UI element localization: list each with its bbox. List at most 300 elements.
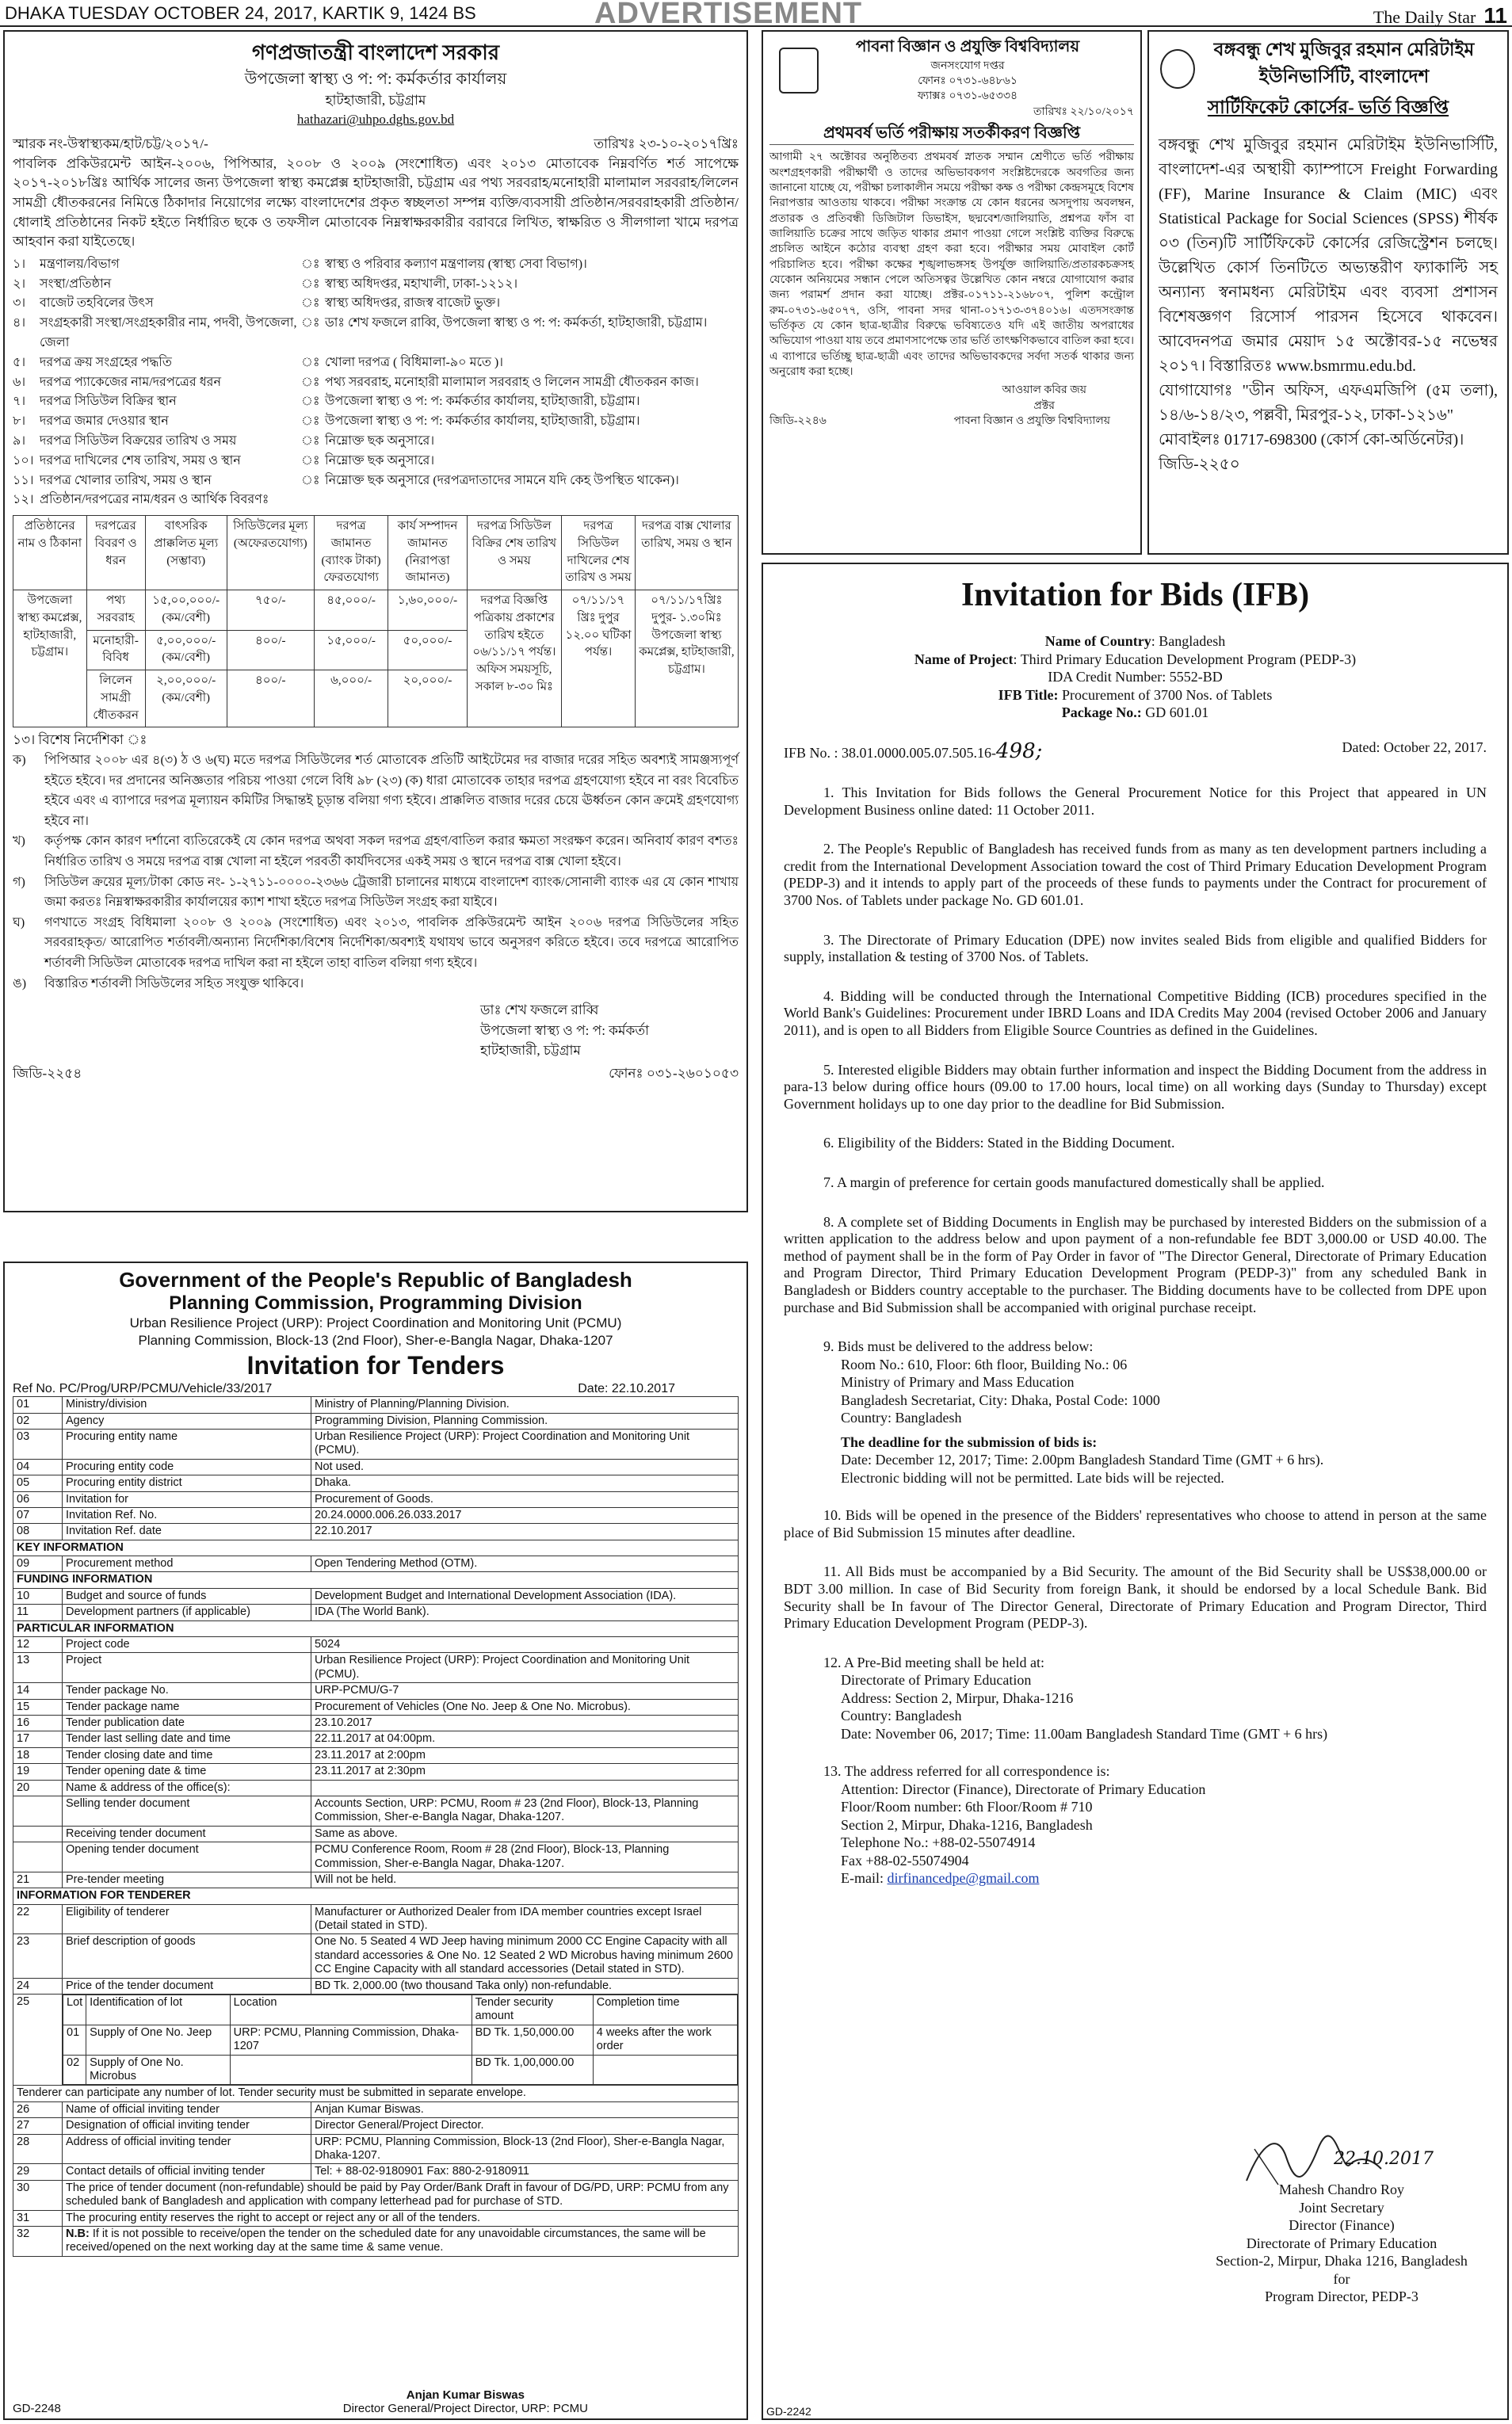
ad2-project: Urban Resilience Project (URP): Project Coordination and Monitoring Unit (PCMU) [129, 1315, 622, 1330]
row-key: Invitation Ref. No. [63, 1507, 311, 1523]
row-value: Procurement of Goods. [311, 1491, 739, 1507]
table-row [13, 1731, 739, 1747]
table-row [13, 1459, 739, 1475]
row-number: 19 [13, 1764, 63, 1780]
table-cell: ৪০০/- [227, 630, 314, 670]
ifb-deadline-heading: The deadline for the submission of bids is: [841, 1433, 1098, 1450]
table-row [13, 1491, 739, 1507]
ad2-ref: Ref No. PC/Prog/URP/PCMU/Vehicle/33/2017 [13, 1382, 273, 1396]
ifb-email-label: E-mail: [841, 1870, 888, 1887]
checklist-cell: দরপত্র খোলার তারিখ, সময় ও স্থান [40, 473, 212, 487]
checklist-cell: ডাঃ শেখ ফজলে রাব্বি, উপজেলা স্বাস্থ্য ও প: প: কর্মকর্তা, হাটহাজারী, চট্টগ্রাম। [325, 316, 708, 330]
row-value: The procuring entity reserves the right to accept or reject any or all of the tenders. [63, 2210, 739, 2226]
checklist-item [13, 452, 739, 471]
ad1-notes [13, 750, 739, 994]
ifb-para-5: 5. Interested eligible Bidders may obtain further information and inspect the Bidding Document from the address in para-13 below during office hours (09.00 to 17.00 hours, local time) on all working days (Sunday to Thursday) except Government holidays up to one day prior to the deadline for Bid Submission. [784, 1061, 1487, 1112]
table-row [13, 1904, 739, 1934]
table-row [13, 1653, 739, 1683]
row-number [13, 1796, 63, 1826]
address-line: Date: December 12, 2017; Time: 2.00pm Bangladesh Standard Time (GMT + 6 hrs). [841, 1452, 1324, 1468]
ifb-code: GD-2242 [766, 2405, 811, 2418]
row-number: 27 [13, 2118, 63, 2134]
lot-header-row [63, 1995, 738, 2025]
checklist-cell: উপজেলা স্বাস্থ্য ও প: প: কর্মকর্তার কার্যালয়, হাটহাজারী, চট্টগ্রাম। [325, 414, 640, 429]
masthead [0, 0, 1512, 30]
ifb-number-handwritten: 498; [996, 739, 1043, 763]
address-line: Directorate of Primary Education [1246, 2235, 1438, 2251]
ad2-title: Invitation for Tenders [246, 1351, 505, 1380]
row-key: Name & address of the office(s): [63, 1780, 311, 1796]
table-row [13, 1796, 739, 1826]
table-header: বাৎসরিক প্রাক্কলিত মূল্য (সম্ভাব্য) [145, 516, 227, 590]
checklist-cell: ৭। [13, 395, 26, 409]
row-value: One No. 5 Seated 4 WD Jeep having minimum 2000 CC Engine Capacity with all standard accessories & One No. 12 Seated 2 WD Microbus having minimum 2600 CC Engine Capacity with all standard accessories (Detail stated in STD). [311, 1934, 739, 1978]
table-row [13, 590, 739, 631]
row-value: Director General/Project Director. [311, 2118, 739, 2134]
row-number: 26 [13, 2101, 63, 2117]
section-heading: INFORMATION FOR TENDERER [13, 1888, 739, 1904]
row-number: 04 [13, 1459, 63, 1475]
lot-value: 4 weeks after the work order [593, 2025, 737, 2055]
row-key: Contact details of official inviting tender [63, 2164, 311, 2180]
row-number: 31 [13, 2210, 63, 2226]
row-number: 09 [13, 1556, 63, 1572]
checklist-item [13, 314, 739, 353]
row-number: 05 [13, 1475, 63, 1491]
ifb-deadline-lines [841, 1451, 1487, 1487]
row-value: Urban Resilience Project (URP): Project Coordination and Monitoring Unit (PCMU). [311, 1653, 739, 1683]
ifb-para-6: 6. Eligibility of the Bidders: Stated in the Bidding Document. [823, 1135, 1175, 1151]
address-line: Floor/Room number: 6th Floor/Room # 710 [841, 1799, 1093, 1815]
address-line: Bangladesh Secretariat, City: Dhaka, Postal Code: 1000 [841, 1391, 1160, 1408]
checklist-item [13, 373, 739, 393]
note-item [13, 831, 739, 872]
ad1-sig-title: উপজেলা স্বাস্থ্য ও প: প: কর্মকর্তা [480, 1022, 650, 1038]
lot-header: Location [230, 1995, 472, 2025]
row-key: Brief description of goods [63, 1934, 311, 1978]
address-line: Address: Section 2, Mirpur, Dhaka-1216 [841, 1689, 1074, 1706]
row-value: IDA (The World Bank). [311, 1605, 739, 1620]
table-row [13, 1842, 739, 1872]
lot-value: Supply of One No. Microbus [86, 2055, 230, 2085]
row-value: 22.10.2017 [311, 1524, 739, 1540]
table-cell: ২,০০,০০০/- (কম/বেশী) [145, 670, 227, 727]
row-number: 03 [13, 1429, 63, 1459]
row-key: Tender package No. [63, 1683, 311, 1699]
table-row [13, 1540, 739, 1556]
row-number: 20 [13, 1780, 63, 1796]
checklist-cell: সংগ্রহকারী সংস্থা/সংগ্রহকারীর নাম, পদবী, উপজেলা, জেলা [40, 316, 297, 349]
table-cell: পথ্য সরবরাহ [86, 590, 145, 631]
address-line: Date: November 06, 2017; Time: 11.00am Bangladesh Standard Time (GMT + 6 hrs) [841, 1725, 1328, 1742]
row-number: 15 [13, 1699, 63, 1715]
row-key: Tender last selling date and time [63, 1731, 311, 1747]
ifb-title-label: IFB Title: [998, 686, 1059, 703]
checklist-cell: মন্ত্রণালয়/বিভাগ [40, 257, 120, 271]
section-heading: PARTICULAR INFORMATION [13, 1620, 739, 1636]
checklist-cell: ঃ [301, 355, 320, 369]
checklist-item [13, 294, 739, 314]
row-key: Project code [63, 1637, 311, 1653]
row-value: PCMU Conference Room, Room # 28 (2nd Floor), Block-13, Planning Commission, Sher-e-Bangla Nagar, Dhaka-1207. [311, 1842, 739, 1872]
row-number: 17 [13, 1731, 63, 1747]
row-value: The price of tender document (non-refundable) should be paid by Pay Order/Bank Draft in favour of DG/PD, URP: PCMU from any scheduled bank of Bangladesh and application with company letterhead pad for purchase of STD. [63, 2180, 739, 2210]
lot-value: BD Tk. 1,00,000.00 [472, 2055, 593, 2085]
table-header: দরপত্রের বিবরণ ও ধরন [86, 516, 145, 590]
checklist-cell: স্বাস্থ্য অধিদপ্তর, রাজস্ব বাজেট ভুক্ত। [325, 296, 501, 311]
ad1-checklist [13, 255, 739, 510]
checklist-cell: ঃ [301, 257, 320, 271]
table-row [13, 1934, 739, 1978]
row-key: Procuring entity name [63, 1429, 311, 1459]
checklist-cell: ১। [13, 257, 26, 271]
table-cell: মনোহারী-বিবিধ [86, 630, 145, 670]
row-number: 13 [13, 1653, 63, 1683]
ifb-dated: Dated: October 22, 2017. [1342, 739, 1487, 755]
checklist-item [13, 432, 739, 452]
table-cell: ০৭/১১/১৭ খ্রিঃ দুপুর ১২.০০ ঘটিকা পর্যন্ত। [562, 590, 636, 727]
row-number: 02 [13, 1413, 63, 1429]
checklist-cell: ঃ [301, 414, 320, 429]
section-heading: FUNDING INFORMATION [13, 1572, 739, 1588]
checklist-cell: ১২। [13, 493, 34, 507]
row-value: 20.24.0000.006.26.033.2017 [311, 1507, 739, 1523]
checklist-item [13, 392, 739, 412]
lot-table [63, 1995, 738, 2085]
lot-value: 01 [63, 2025, 86, 2055]
row-number: 11 [13, 1605, 63, 1620]
signature-date-handwritten: 22.10.2017 [1334, 2149, 1434, 2169]
table-cell: উপজেলা স্বাস্থ্য কমপ্লেক্স, হাটহাজারী, চট্টগ্রাম। [13, 590, 87, 727]
address-line: Country: Bangladesh [841, 1708, 962, 1724]
row-value: Development Budget and International Development Association (IDA). [311, 1588, 739, 1604]
checklist-cell: স্বাস্থ্য অধিদপ্তর, মহাখালী, ঢাকা-১২১২। [325, 277, 518, 291]
ad1-memo-row [13, 135, 739, 155]
ifb-para-4: 4. Bidding will be conducted through the International Competitive Bidding (ICB) procedures specified in the World Bank's Guidelines: Procurement under IBRD Loans and IDA Credits May 2004 (revised October 2006 and January 2011), and is open to all Bidders from Eligible Source Countries as defined in the Guidelines. [784, 987, 1487, 1039]
section-label: ADVERTISEMENT [594, 0, 863, 30]
table-cell: ৭৫০/- [227, 590, 314, 631]
ad2-ref-row [13, 1382, 739, 1396]
table-cell: দরপত্র বিজ্ঞপ্তি পত্রিকায় প্রকাশের তারিখ হইতে ০৬/১১/১৭ পর্যন্ত। অফিস সময়সূচি, সকাল ৮-৩০ মিঃ [467, 590, 562, 727]
row-number: 14 [13, 1683, 63, 1699]
row-number: 07 [13, 1507, 63, 1523]
dateline: DHAKA TUESDAY OCTOBER 24, 2017, KARTIK 9, 1424 BS [5, 3, 476, 23]
table-row [13, 2118, 739, 2134]
ad2-division: Planning Commission, Programming Division [169, 1292, 582, 1314]
lot-header: Completion time [593, 1995, 737, 2025]
row-key: Budget and source of funds [63, 1588, 311, 1604]
ad-invitation-for-bids [762, 563, 1509, 2420]
note-marker: ঘ) [13, 915, 25, 930]
note-item [13, 872, 739, 913]
row-key: Procuring entity code [63, 1459, 311, 1475]
row-value: 23.11.2017 at 2:00pm [311, 1747, 739, 1763]
ifb-number-row [784, 739, 1487, 764]
checklist-cell [301, 491, 325, 510]
row-value: Urban Resilience Project (URP): Project Coordination and Monitoring Unit (PCMU). [311, 1429, 739, 1459]
section-heading: KEY INFORMATION [13, 1540, 739, 1556]
row-key: Selling tender document [63, 1796, 311, 1826]
table-row [13, 1699, 739, 1715]
row-key: Agency [63, 1413, 311, 1429]
lot-note-row [13, 2086, 739, 2101]
ad3-uni: পাবনা বিজ্ঞান ও প্রযুক্তি বিশ্ববিদ্যালয় [855, 38, 1080, 55]
ad4-line1: বঙ্গবন্ধু শেখ মুজিবুর রহমান মেরিটাইম [1213, 40, 1475, 59]
newspaper-name [1373, 3, 1507, 29]
table-row [13, 1588, 739, 1604]
row-number: 32 [13, 2226, 63, 2256]
lot-note: Tenderer can participate any number of lot. Tender security must be submitted in separate envelope. [13, 2086, 739, 2101]
table-row [13, 1747, 739, 1763]
checklist-cell: ঃ [301, 375, 320, 389]
lot-header: Tender security amount [472, 1995, 593, 2025]
row-value: Dhaka. [311, 1475, 739, 1491]
checklist-cell: ৮। [13, 414, 26, 429]
row-key: Address of official inviting tender [63, 2134, 311, 2164]
ad4-contact: যোগাযোগঃ "ডীন অফিস, এফএমজিপি (৫ম তলা), ১৪/৬-১৪/২৩, পল্লবী, মিরপুর-১২, ঢাকা-১২১৬" [1159, 381, 1498, 424]
address-line: Directorate of Primary Education [841, 1672, 1032, 1689]
table-row [13, 2164, 739, 2180]
checklist-cell: দরপত্র ক্রয় সংগ্রহের পদ্ধতি [40, 355, 172, 369]
table-row [13, 1413, 739, 1429]
checklist-cell: ঃ [301, 296, 320, 311]
ad1-phone: ফোনঃ ০৩১-২৬০১০৫৩ [609, 1065, 739, 1081]
checklist-cell: নিম্নোক্ত ছক অনুসারে। [325, 433, 435, 448]
ad1-email[interactable]: hathazari@uhpo.dghs.gov.bd [296, 112, 455, 128]
lot-value [593, 2055, 737, 2085]
checklist-cell: দরপত্র দাখিলের শেষ তারিখ, সময় ও স্থান [40, 453, 241, 468]
ad4-mobile: মোবাইলঃ 01717-698300 (কোর্স কো-অর্ডিনেটর)। [1159, 430, 1464, 449]
row-key: Designation of official inviting tender [63, 2118, 311, 2134]
row-key: Development partners (if applicable) [63, 1605, 311, 1620]
ifb-prebid-details [841, 1671, 1487, 1743]
ad2-code: GD-2248 [13, 2402, 61, 2415]
ifb-para-12-lead: 12. A Pre-Bid meeting shall be held at: [823, 1654, 1044, 1670]
row-value: BD Tk. 2,000.00 (two thousand Taka only) non-refundable. [311, 1978, 739, 1994]
row-value: Same as above. [311, 1826, 739, 1842]
ifb-para-8: 8. A complete set of Bidding Documents in English may be purchased by interested Bidders on the submission of a written application to the address below and upon payment of a non-refundable fee BDT 3,000.00 or USD 40.00. The method of payment shall be in the form of Pay Order in favor of "The Director General, Directorate of Primary Education and Program Director, Third Primary Education Development Program (PEDP-3)" from any scheduled Bank in Bangladesh or Bidders country acceptable to the purchaser. The Bidding documents have to be collected from DPE upon purchase and Bid Submission shall be accompanied with original purchase receipt. [784, 1213, 1487, 1315]
checklist-cell: ১১। [13, 473, 34, 487]
row-key: Procuring entity district [63, 1475, 311, 1491]
checklist-item [13, 491, 739, 510]
ifb-email-link[interactable]: dirfinancedpe@gmail.com [887, 1870, 1040, 1887]
address-line: Country: Bangladesh [841, 1410, 962, 1426]
row-value: Ministry of Planning/Planning Division. [311, 1397, 739, 1413]
table-row [13, 1780, 739, 1796]
ifb-title-value: Procurement of 3700 Nos. of Tablets [1061, 686, 1273, 703]
row-key: Ministry/division [63, 1397, 311, 1413]
ifb-para-12 [784, 1655, 1487, 1743]
address-line: Telephone No.: +88-02-55074914 [841, 1834, 1036, 1851]
ifb-para-13-lead: 13. The address referred for all correspondence is: [823, 1763, 1110, 1780]
checklist-cell: ঃ [301, 395, 320, 409]
note-item [13, 913, 739, 974]
ifb-para-11: 11. All Bids must be accompanied by a Bid Security. The amount of the Bid Security shall be US$38,000.00 or BDT 3.00 million. In case of Bid Security from foreign Bank, it should be endorsed by a local Schedule Bank. Bid Security shall be In favour of The Director General, Directorate of Primary Education and Program Director, Third Primary Education Development Program (PEDP-3). [784, 1563, 1487, 1632]
table-row [13, 2226, 739, 2256]
table-cell: ১৫,০০০/- [314, 630, 388, 670]
checklist-cell: দরপত্র জমার দেওয়ার স্থান [40, 414, 169, 429]
row-number: 21 [13, 1872, 63, 1888]
row-value: URP-PCMU/G-7 [311, 1683, 739, 1699]
ifb-para-10: 10. Bids will be opened in the presence of the Bidders' representatives who choose to attend in person at the same place of Bid Submission 15 minutes after deadline. [784, 1507, 1487, 1540]
note-marker: গ) [13, 875, 25, 889]
ad1-signature [480, 1000, 739, 1061]
ifb-para-13 [784, 1763, 1487, 1888]
checklist-cell: দরপত্র প্যাকেজের নাম/দরপত্রের ধরন [40, 375, 222, 389]
note-marker: ঙ) [13, 976, 27, 991]
checklist-cell: উপজেলা স্বাস্থ্য ও প: প: কর্মকর্তার কার্যালয়, হাটহাজারী, চট্টগ্রাম। [325, 395, 640, 409]
row-number: 01 [13, 1397, 63, 1413]
note-text: গণখাতে সংগ্রহ বিধিমালা ২০০৮ ও ২০০৯ (সংশোধিত) এবং ২০১৩, পাবলিক প্রকিউরমেন্ট আইন ২০০৬ দরপত্র সিডিউলের সহিত সরবরাহকৃত/ আরোপিত শর্তাবলী/অন্যান্য নির্দেশিকা/বিশেষ নির্দেশিকা/অবশ্যই যথাযথ ভাবে অনুসরণ করিতে হইবে। তবে দরপত্রে আরোপিত শর্তাবলী সিডিউল মোতাবেক দরপত্র দাখিল করা না হইলে তাহা বাতিল বলিয়া গণ্য হইবে। [44, 915, 739, 970]
table-row [13, 1888, 739, 1904]
row-key: Opening tender document [63, 1842, 311, 1872]
checklist-cell: ৪। [13, 316, 26, 330]
table-row [13, 2134, 739, 2164]
table-row [13, 1524, 739, 1540]
ad1-code: জিডি-২২৫৪ [13, 1065, 82, 1081]
ad1-footer [13, 1064, 739, 1084]
table-cell: ৪০০/- [227, 670, 314, 727]
row-key: Tender opening date & time [63, 1764, 311, 1780]
table-row [13, 1429, 739, 1459]
row-number: 22 [13, 1904, 63, 1934]
address-line: Attention: Director (Finance), Directorate of Primary Education [841, 1781, 1206, 1797]
nb-label: N.B: [66, 2227, 90, 2240]
ifb-number: IFB No. : 38.01.0000.005.07.505.16- [784, 744, 997, 761]
lot-value [230, 2055, 472, 2085]
lot-value: BD Tk. 1,50,000.00 [472, 2025, 593, 2055]
lot-cell [63, 1995, 739, 2086]
row-value: Tel: + 88-02-9180901 Fax: 880-2-9180911 [311, 2164, 739, 2180]
table-cell: ৫০,০০০/- [388, 630, 467, 670]
table-row [13, 1397, 739, 1413]
ad3-signature [769, 383, 1086, 414]
table-cell: ৫,০০,০০০/- (কম/বেশী) [145, 630, 227, 670]
checklist-item [13, 275, 739, 295]
checklist-cell: ৫। [13, 355, 26, 369]
ad1-office: উপজেলা স্বাস্থ্য ও প: প: কর্মকর্তার কার্যালয় [244, 70, 507, 88]
page-number: 11 [1483, 3, 1507, 28]
table-row [13, 1507, 739, 1523]
checklist-cell: পথ্য সরবরাহ, মনোহারী মালামাল সরবরাহ ও লিলেন সামগ্রী ধৌতকরন কাজ। [325, 375, 699, 389]
row-value: 23.10.2017 [311, 1716, 739, 1731]
row-value: Manufacturer or Authorized Dealer from IDA member countries except Israel (Detail stated in STD). [311, 1904, 739, 1934]
row-value: Accounts Section, URP: PCMU, Room # 23 (2nd Floor), Block-13, Planning Commission, Sher-e-Bangla Nagar, Dhaka-1207. [311, 1796, 739, 1826]
table-cell: ৪৫,০০০/- [314, 590, 388, 631]
ad1-place: হাটহাজারী, চট্টগ্রাম [325, 92, 426, 108]
ifb-para-9-lead: 9. Bids must be delivered to the address below: [823, 1338, 1094, 1355]
row-number: 18 [13, 1747, 63, 1763]
note-marker: ক) [13, 754, 26, 768]
ad4-code: জিডি-২২৫০ [1159, 455, 1240, 473]
row-key: Invitation Ref. date [63, 1524, 311, 1540]
address-line: Director (Finance) [1289, 2217, 1395, 2233]
row-number: 25 [13, 1995, 63, 2086]
ifb-package: GD 601.01 [1145, 704, 1209, 721]
checklist-cell: ঃ [301, 277, 320, 291]
ifb-para-3: 3. The Directorate of Primary Education (DPE) now invites sealed Bids from eligible and qualified Bidders for supply, installation & testing of 3700 Nos. of Tablets. [784, 931, 1487, 965]
ifb-country: Bangladesh [1159, 633, 1226, 650]
checklist-cell: ৩। [13, 296, 26, 311]
ad2-date: Date: 22.10.2017 [578, 1382, 675, 1396]
table-cell: ০৭/১১/১৭খ্রিঃ দুপুর- ১.৩০মিঃ উপজেলা স্বাস্থ্য কমপ্লেক্স, হাটহাজারী, চট্টগ্রাম। [635, 590, 738, 727]
ifb-ida-credit: IDA Credit Number: 5552-BD [1048, 669, 1223, 685]
ad2-gov: Government of the People's Republic of Bangladesh [119, 1268, 632, 1292]
row-key: Tender package name [63, 1699, 311, 1715]
row-key: Tender closing date and time [63, 1747, 311, 1763]
ifb-para-7: 7. A margin of preference for certain goods manufactured domestically shall be applied. [823, 1174, 1325, 1190]
table-row [13, 1764, 739, 1780]
ad1-notes-title: ১৩। বিশেষ নির্দেশিকা ঃ [13, 732, 147, 748]
university-logo-icon [779, 48, 819, 94]
table-row [13, 1716, 739, 1731]
row-value [311, 1780, 739, 1796]
ad3-sig-name: আওয়াল কবির জয় [1002, 384, 1086, 397]
table-row [13, 1572, 739, 1588]
ad3-body: আগামী ২৭ অক্টোবর অনুষ্ঠিতব্য প্রথমবর্ষ স্নাতক সম্মান শ্রেণীতে ভর্তি পরীক্ষায় অংশগ্রহণকারী পরীক্ষার্থী ও তাদের অভিভাবকগণ সংশ্লিষ্টদেরকে অবগতির জন্য জানানো যাচ্ছে যে, পরীক্ষা চলাকালীন সময়ে পরীক্ষা কক্ষ ও পরীক্ষা কেন্দ্রসমূহে বিশেষ নিরাপত্তার আওতায় থাকবে। পরীক্ষা সংক্রান্ত যে কোন ধরনের অসদুপায় অবলম্বন, প্রতারক ও প্রতিবন্ধী ডিজিটাল ডিভাইস, ছদ্মবেশ/জালিয়াতি, প্রশ্নপত্র ফাঁস বা জালিয়াতি চক্রের সাথে জড়িত থাকার প্রমাণ পাওয়া গেলে সংশ্লিষ্ট ব্যক্তির বিরুদ্ধে প্রচলিত আইনে কঠোর ব্যবস্থা গ্রহণ করা হবে। পরীক্ষার সময় মোবাইল কোর্ট পরিচালিত হবে। পরীক্ষা কক্ষের শৃঙ্খলাভঙ্গসহ উপর্যুক্ত জালিয়াতি/প্রতারকচক্রসহ যেকোন অনিয়মের সন্ধান পেলে অতিসত্বর উল্লেখিত কোন নম্বরে যোগাযোগ করার জন্য পরামর্শ প্রদান করা যাচ্ছে। প্রক্টর-০১৭১১-২১৬৮০৭, পুলিশ কন্ট্রোল রুম-০৭৩১-৬৫০৭৭, ওসি, পাবনা সদর থানা-০১৭১৩-৩৭৪০১৬। এতদসংক্রান্ত ভর্তিকৃত যে কোন ছাত্র-ছাত্রীর বিরুদ্ধে ভবিষ্যতেও যদি এই জাতীয় অপরাধের অভিযোগ পাওয়া যায় তবে প্রমাণসাপেক্ষে তার ভর্তি তাৎক্ষণিকভাবে বাতিল করা হবে। এ ব্যাপারে ভর্তিচ্ছু ছাত্র-ছাত্রী এবং তাদের অভিভাবকদের সর্বদা সতর্ক থাকার জন্য অনুরোধ করা হচ্ছে। [769, 151, 1135, 378]
ad3-dept: জনসংযোগ দপ্তর [930, 59, 1005, 72]
row-key: Receiving tender document [63, 1826, 311, 1842]
note-marker: খ) [13, 834, 25, 849]
ad-hathazari-tender [3, 30, 748, 1212]
checklist-item [13, 353, 739, 373]
table-cell: লিলেন সামগ্রী ধৌতকরন [86, 670, 145, 727]
ad1-lot-table [13, 515, 739, 727]
ad1-date: তারিখঃ ২৩-১০-২০১৭খ্রিঃ [594, 136, 739, 151]
nb-text: If it is not possible to receive/open the tender on the scheduled date for any unavoidable circumstances, the same will be received/opened on the next working day at the same time & same venue. [66, 2227, 706, 2254]
ad3-org: পাবনা বিজ্ঞান ও প্রযুক্তি বিশ্ববিদ্যালয় [953, 415, 1110, 428]
row-value [63, 2226, 739, 2256]
ifb-delivery-address [841, 1356, 1487, 1427]
row-number: 10 [13, 1588, 63, 1604]
ad1-sig-place: হাটহাজারী, চট্টগ্রাম [480, 1043, 581, 1059]
row-key: Project [63, 1653, 311, 1683]
ad2-sig-desig: Director General/Project Director, URP: PCMU [342, 2402, 588, 2415]
table-row [13, 1475, 739, 1491]
ifb-package-label: Package No.: [1061, 704, 1142, 721]
ifb-para-2: 2. The People's Republic of Bangladesh has received funds from as many as ten development partners including a credit from the International Development Association toward the cost of Third Primary Education Development Program (PEDP-3) and it intends to apply part of the proceeds of these funds to payments under the Contract for procurement of 3700 Nos. of Tablets under package No. GD 601.01. [784, 841, 1487, 909]
ad3-footer [769, 414, 1134, 429]
ad3-sig-role: প্রক্টর [1033, 399, 1055, 412]
checklist-cell: ২। [13, 277, 26, 291]
ad2-table [13, 1396, 739, 2256]
lot-header: Lot [63, 1995, 86, 2025]
ifb-project: Third Primary Education Development Program (PEDP-3) [1020, 651, 1357, 667]
ad1-title: গণপ্রজাতন্ত্রী বাংলাদেশ সরকার [251, 41, 500, 64]
note-item [13, 750, 739, 831]
ifb-email-line [841, 1869, 1487, 1888]
checklist-cell: খোলা দরপত্র ( বিধিমালা-৯০ মতে )। [325, 355, 503, 369]
checklist-cell: ঃ [301, 473, 320, 487]
table-row [13, 1637, 739, 1653]
row-key: Pre-tender meeting [63, 1872, 311, 1888]
ad-bsmrmu-admission [1147, 30, 1509, 555]
table-cell: ১,৬০,০০০/- [388, 590, 467, 631]
ifb-para-9 [784, 1338, 1487, 1487]
table-header: দরপত্র বাক্স খোলার তারিখ, সময় ও স্থান [635, 516, 738, 590]
ifb-country-label: Name of Country [1044, 633, 1151, 650]
table-row [13, 2180, 739, 2210]
ad2-address: Planning Commission, Block-13 (2nd Floor), Sher-e-Bangla Nagar, Dhaka-1207 [138, 1333, 613, 1349]
lot-data-row [63, 2025, 738, 2055]
row-key: Eligibility of tenderer [63, 1904, 311, 1934]
checklist-cell: নিম্নোক্ত ছক অনুসারে (দরপত্রদাতাদের সামনে যদি কেহ উপস্থিত থাকেন)। [325, 473, 679, 487]
ad2-footer [13, 2388, 739, 2415]
row-number: 06 [13, 1491, 63, 1507]
ifb-para-1: 1. This Invitation for Bids follows the General Procurement Notice for this Project that appeared in UN Development Business online dated: 11 October 2011. [784, 784, 1487, 818]
row-value: URP: PCMU, Planning Commission, Block-13 (2nd Floor), Sher-e-Bangla Nagar, Dhaka-1207. [311, 2134, 739, 2164]
row-value: Not used. [311, 1459, 739, 1475]
